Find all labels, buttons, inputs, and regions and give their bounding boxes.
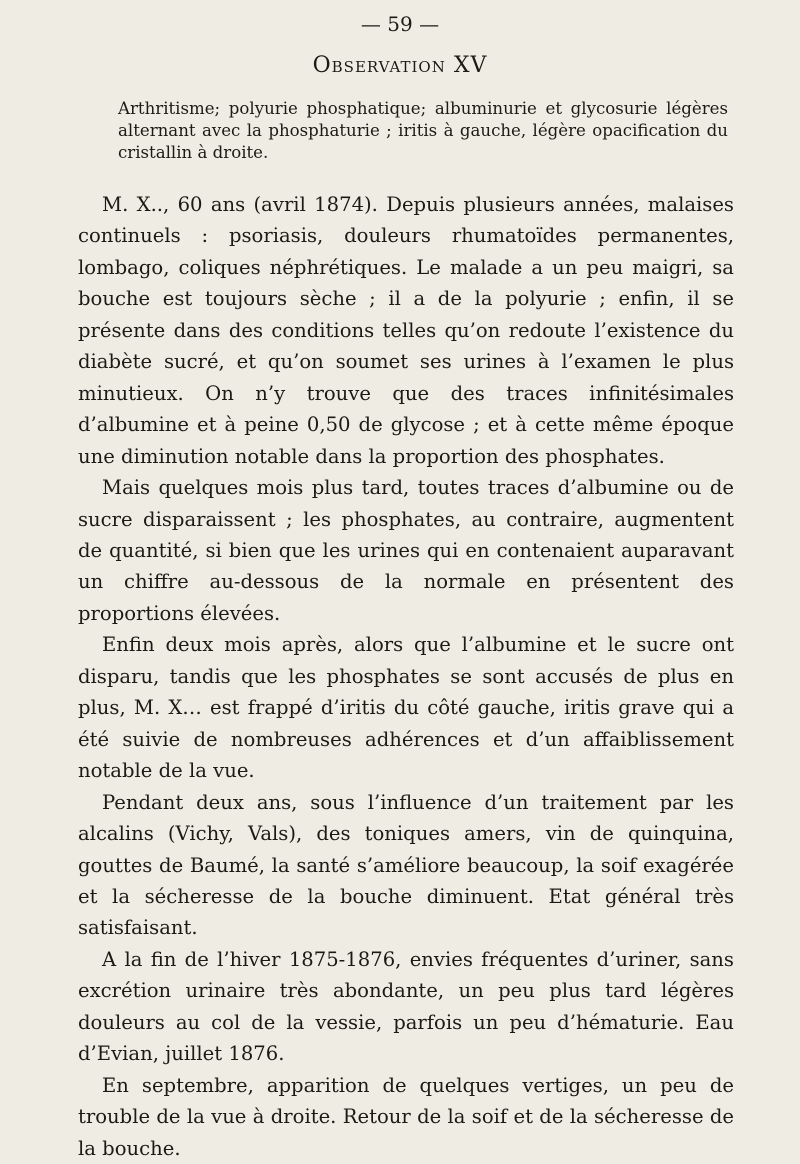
page-number: — 59 — bbox=[360, 12, 440, 36]
paragraph: A la fin de l’hiver 1875-1876, envies fréquentes d’uriner, sans excrétion urinaire très abondante, un peu plus tard légères douleurs au col de la vessie, parfois un peu d’hématurie. Eau d’Evian, juillet 1876. bbox=[78, 947, 734, 1066]
observation-body bbox=[78, 189, 734, 1164]
paragraph: Mais quelques mois plus tard, toutes traces d’albumine ou de sucre disparaissent ; les phosphates, au contraire, augmentent de quantité, si bien que les urines qui en contenaient auparavant un chiffre au-dessous de la normale en présentent des proportions élevées. bbox=[78, 476, 734, 625]
paragraph: Enfin deux mois après, alors que l’albumine et le sucre ont disparu, tandis que les phosphates se sont accusés de plus en plus, M. X… est frappé d’iritis du côté gauche, iritis grave qui a été suivie de nombreuses adhérences et d’un affaiblissement notable de la vue. bbox=[78, 633, 734, 783]
paragraph: Pendant deux ans, sous l’influence d’un traitement par les alcalins (Vichy, Vals), des toniques amers, vin de quinquina, gouttes de Baumé, la santé s’améliore beaucoup, la soif exagérée et la sécheresse de la bouche diminuent. Etat général très satisfaisant. bbox=[78, 790, 734, 940]
observation-title: Observation XV bbox=[312, 53, 488, 78]
paragraph: M. X.., 60 ans (avril 1874). Depuis plusieurs années, malaises continuels : psoriasis, douleurs rhumatoïdes permanentes, lombago, coliques néphrétiques. Le malade a un peu maigri, sa bouche est toujours sèche ; il a de la polyurie ; enfin, il se présente dans des conditions telles qu’on redoute l’existence du diabète sucré, et qu’on soumet ses urines à l’examen le plus minutieux. On n’y trouve que des traces infinitésimales d’albumine et à peine 0,50 de glycose ; et à cette même époque une diminution notable dans la proportion des phosphates. bbox=[78, 193, 734, 468]
observation-summary: Arthritisme; polyurie phosphatique; albuminurie et glycosurie légères alternant avec la phosphaturie ; iritis à gauche, légère opacification du cristallin à droite. bbox=[118, 99, 728, 162]
paragraph: En septembre, apparition de quelques vertiges, un peu de trouble de la vue à droite. Retour de la soif et de la sécheresse de la bouche. bbox=[78, 1073, 734, 1160]
